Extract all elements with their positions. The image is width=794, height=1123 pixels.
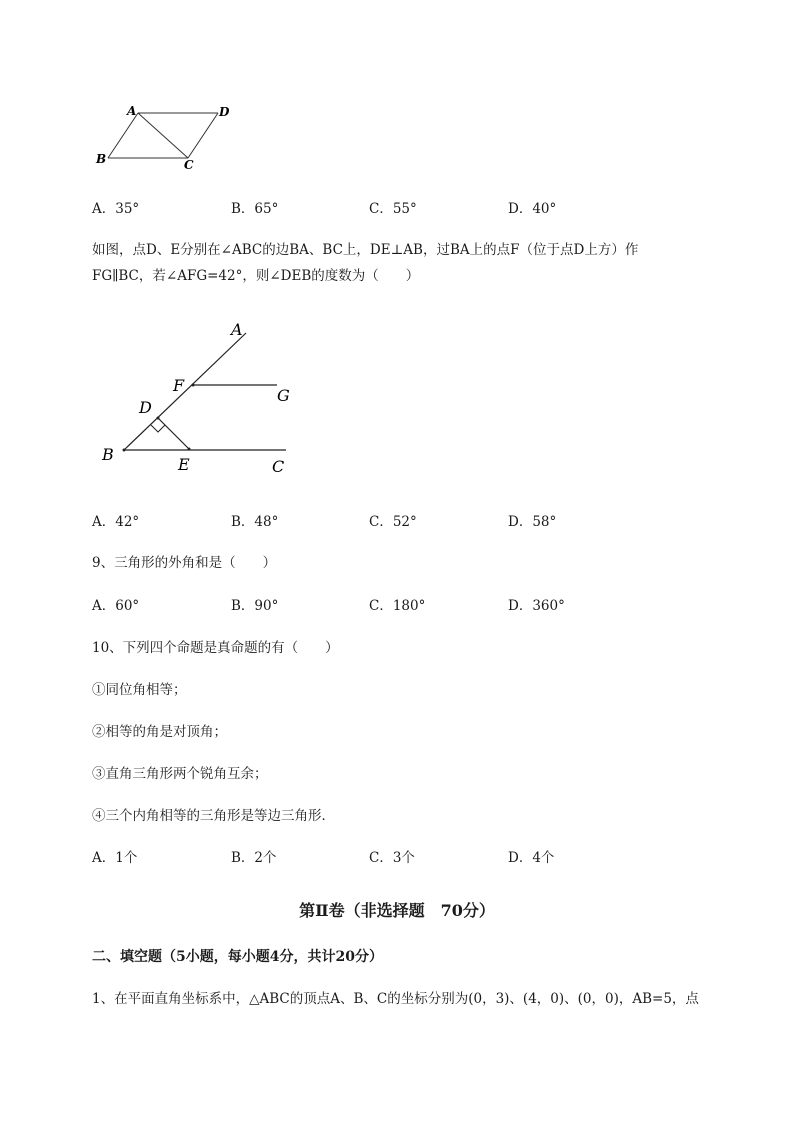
q10-option-a: A．1个 [92, 850, 138, 866]
part2-title: 第Ⅱ卷（非选择题 70分） [299, 901, 495, 920]
q9-text: 9、三角形的外角和是（ ） [92, 555, 277, 571]
label-d: D [219, 105, 230, 119]
q7-option-d: D．40° [508, 201, 557, 217]
q10-item-4: ④三个内角相等的三角形是等边三角形． [92, 808, 335, 824]
parallelogram-figure [90, 98, 240, 178]
q8-line1-text: 如图，点D、E分别在∠ABC的边BA、BC上，DE⊥AB，过BA上的点F（位于点D上方）作 [92, 242, 639, 258]
fig8-label-b: B [102, 445, 114, 464]
q8-line1 [92, 241, 638, 259]
fig8-label-g: G [277, 386, 290, 405]
label-a: A [127, 104, 137, 118]
q8-option-a: A．42° [92, 514, 140, 530]
q10-item-2: ②相等的角是对顶角； [92, 724, 227, 740]
label-b: B [96, 152, 107, 166]
q8-option-d: D．58° [508, 514, 557, 530]
q8-option-c: C．52° [369, 514, 417, 530]
point-d [157, 417, 160, 420]
section2-title: 二、填空题（5小题，每小题4分，共计20分） [92, 949, 383, 965]
angle-figure [95, 315, 310, 480]
q10-option-c: C．3个 [369, 850, 415, 866]
point-b [123, 449, 126, 452]
q10-item-3: ③直角三角形两个锐角互余； [92, 766, 268, 782]
q8-line2: FG∥BC，若∠AFG=42°，则∠DEB的度数为（ ） [92, 268, 420, 284]
segment-dc [188, 113, 218, 158]
ray-ba [124, 333, 246, 450]
point-e [188, 448, 191, 451]
point-f [192, 384, 195, 387]
fig8-label-f: F [173, 376, 185, 395]
q7-option-b: B．65° [231, 201, 279, 217]
q9-option-b: B．90° [231, 598, 279, 614]
q9-option-a: A．60° [92, 598, 140, 614]
fig8-label-d: D [139, 398, 152, 417]
fig8-label-e: E [178, 455, 190, 474]
q9-option-c: C．180° [369, 598, 426, 614]
q10-option-d: D．4个 [508, 850, 555, 866]
label-c: C [184, 158, 194, 172]
fig8-label-a: A [231, 320, 243, 339]
fig8-label-c: C [272, 457, 285, 476]
q10-item-1: ①同位角相等； [92, 682, 187, 698]
q10-text: 10、下列四个命题是真命题的有（ ） [92, 640, 339, 656]
q8-option-b: B．48° [231, 514, 279, 530]
segment-ba [108, 113, 138, 158]
q9-option-d: D．360° [508, 598, 565, 614]
right-angle-mark [151, 425, 165, 432]
q7-option-c: C．55° [369, 201, 417, 217]
fill-question-1: 1、在平面直角坐标系中，△ABC的顶点A、B、C的坐标分别为(0，3)、(4，0)、(0，0)，AB=5，点 [92, 991, 699, 1007]
diagonal-ac [138, 113, 188, 158]
q10-option-b: B．2个 [231, 850, 277, 866]
q7-option-a: A．35° [92, 201, 140, 217]
segment-de [158, 418, 189, 449]
